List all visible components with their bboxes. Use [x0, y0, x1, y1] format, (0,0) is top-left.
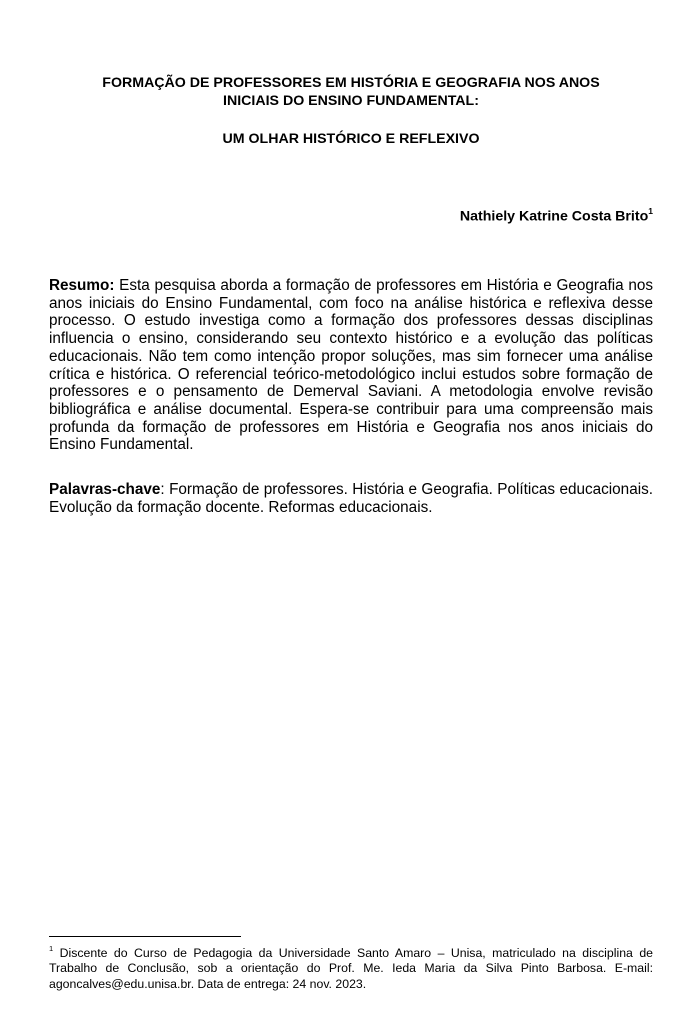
paper-subtitle: UM OLHAR HISTÓRICO E REFLEXIVO	[222, 131, 480, 147]
keywords	[49, 481, 653, 516]
author-footnote-mark: 1	[648, 206, 653, 216]
author	[460, 203, 653, 226]
author-name: Nathiely Katrine Costa Brito	[459, 208, 649, 225]
keywords-text: : Formação de professores. História e Geografia. Políticas educacionais. Evolução da formação docente. Reformas educacionais.	[49, 481, 653, 516]
title-line-2: INICIAIS DO ENSINO FUNDAMENTAL:	[223, 93, 479, 109]
footnote-text: Discente do Curso de Pedagogia da Universidade Santo Amaro – Unisa, matriculado na disciplina de Trabalho de Conclusão, sob a orientação do Prof. Me. Ieda Maria da Silva Pinto Barbosa. E-mail: agoncalves@edu.unisa.br. Data de entrega: 24 nov. 2023.	[49, 946, 653, 991]
abstract	[49, 277, 653, 454]
footnote-divider	[49, 936, 241, 937]
title-line-1: FORMAÇÃO DE PROFESSORES EM HISTÓRIA E GEOGRAFIA NOS ANOS	[102, 75, 600, 91]
keywords-label: Palavras-chave	[49, 481, 161, 498]
abstract-label: Resumo:	[49, 277, 115, 294]
footnote-mark: 1	[49, 944, 54, 953]
footnote	[49, 942, 653, 992]
abstract-text: Esta pesquisa aborda a formação de professores em História e Geografia nos anos iniciais do Ensino Fundamental, com foco na análise histórica e reflexiva desse processo. O estudo investiga como a formação dos professores dessas disciplinas influencia o ensino, considerando seu contexto histórico e a evolução das políticas educacionais. Não tem como intenção propor soluções, mas sim fornecer uma análise crítica e histórica. O referencial teórico-metodológico inclui estudos sobre formação de professores e o pensamento de Demerval Saviani. A metodologia envolve revisão bibliográfica e análise documental. Espera-se contribuir para uma compreensão mais profunda da formação de professores em História e Geografia nos anos iniciais do Ensino Fundamental.	[49, 277, 653, 454]
paper-title	[49, 74, 653, 110]
